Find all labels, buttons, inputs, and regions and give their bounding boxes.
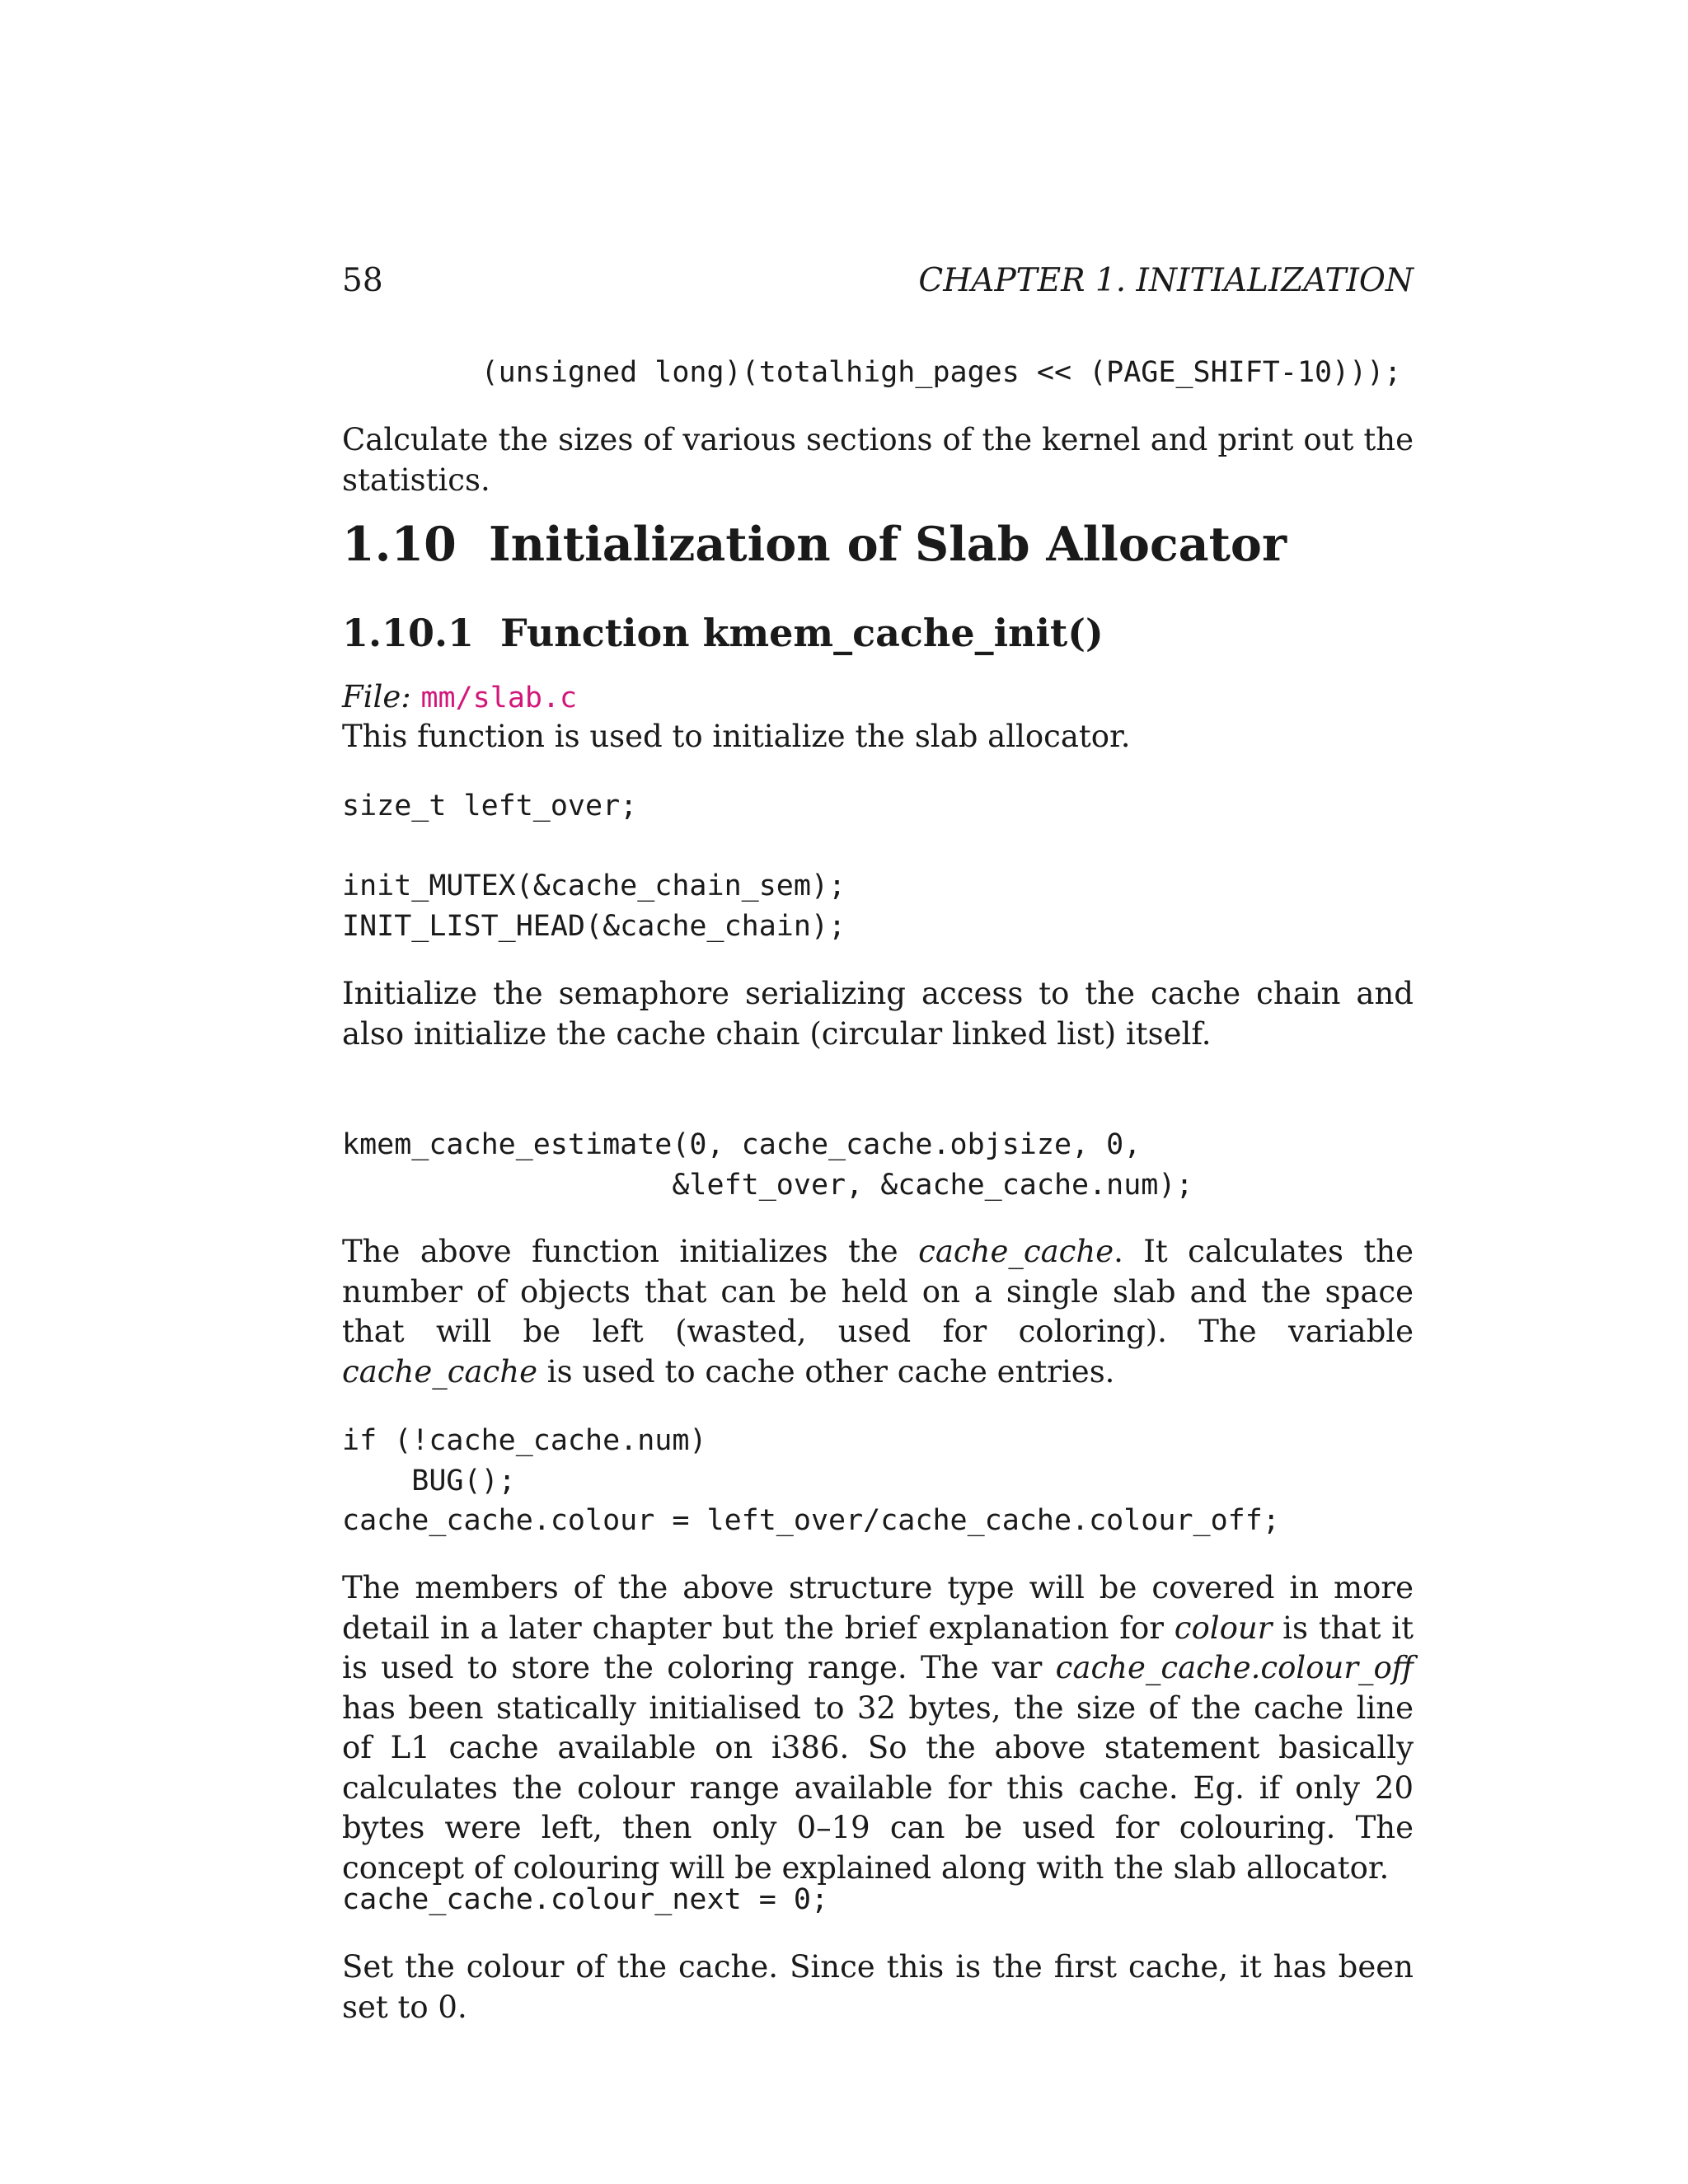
text-run: is used to cache other cache entries. bbox=[537, 1353, 1115, 1390]
chapter-title: CHAPTER 1. INITIALIZATION bbox=[918, 262, 1414, 299]
subsection-heading bbox=[342, 608, 1414, 658]
text-run: is that it is used to store the coloring range. The var bbox=[342, 1610, 1414, 1685]
file-label: File: bbox=[342, 679, 411, 715]
emphasis-term: cache_cache.colour_off bbox=[1055, 1650, 1414, 1685]
section-number: 1.10 bbox=[342, 517, 457, 572]
code-snippet-top: (unsigned long)(totalhigh_pages << (PAGE_SHIFT-10))); bbox=[342, 356, 1402, 389]
paragraph-final: Set the colour of the cache. Since this is the first cache, it has been set to 0. bbox=[342, 1949, 1414, 2025]
running-header bbox=[342, 262, 1414, 303]
code-block-colour-next: cache_cache.colour_next = 0; bbox=[342, 1883, 829, 1916]
section-heading bbox=[342, 516, 1414, 574]
section-title: Initialization of Slab Allocator bbox=[489, 517, 1287, 572]
code-block-estimate: kmem_cache_estimate(0, cache_cache.objsize, 0, &left_over, &cache_cache.num); bbox=[342, 1128, 1193, 1202]
subsection-number: 1.10.1 bbox=[342, 611, 475, 655]
code-block-init: size_t left_over; init_MUTEX(&cache_chain_sem); INIT_LIST_HEAD(&cache_chain); bbox=[342, 790, 846, 943]
text-run: The above function initializes the bbox=[342, 1234, 919, 1269]
paragraph-statistics: Calculate the sizes of various sections of the kernel and print out the statistics. bbox=[342, 422, 1414, 498]
text-run: . It calculates the number of objects that can be held on a single slab and the space that will be left (wasted, used for coloring). The variable bbox=[342, 1234, 1414, 1349]
emphasis-term: cache_cache bbox=[918, 1234, 1114, 1269]
paragraph-semaphore: Initialize the semaphore serializing access to the cache chain and also initialize the cache chain (circular linked list) itself. bbox=[342, 976, 1414, 1052]
code-block-colour: if (!cache_cache.num) BUG(); cache_cache.colour = left_over/cache_cache.colour_off; bbox=[342, 1424, 1280, 1537]
file-path-link[interactable]: mm/slab.c bbox=[420, 682, 578, 715]
paragraph-intro: This function is used to initialize the slab allocator. bbox=[342, 719, 1131, 754]
text-run: has been statically initialised to 32 bytes, the size of the cache line of L1 cache available on i386. So the above statement basically calculates the colour range available for this cache. Eg. if only 20 bytes were left, then only 0–19 can be used for colouring. The concept of colouring will be explained along with the slab allocator. bbox=[342, 1690, 1414, 1886]
emphasis-term: cache_cache bbox=[342, 1353, 537, 1390]
emphasis-term: colour bbox=[1174, 1610, 1273, 1646]
page-number: 58 bbox=[342, 262, 383, 299]
text-run: The members of the above structure type will be covered in more detail in a later chapter but the brief explanation for bbox=[342, 1570, 1414, 1646]
document-page bbox=[342, 0, 1414, 2184]
subsection-title: Function kmem_cache_init() bbox=[500, 611, 1104, 655]
file-reference bbox=[342, 677, 1414, 719]
paragraph-colour bbox=[342, 1568, 1414, 1888]
paragraph-estimate bbox=[342, 1232, 1414, 1392]
